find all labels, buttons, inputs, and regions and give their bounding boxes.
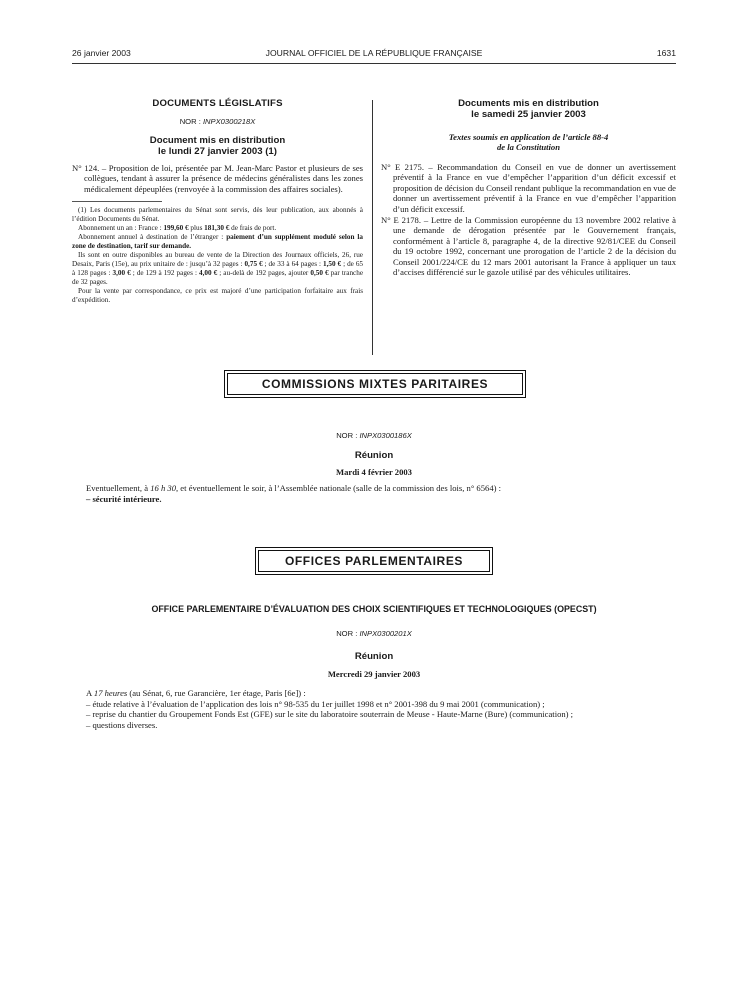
nor-line (72, 117, 363, 127)
fn-text: Abonnement un an : France : (78, 224, 164, 233)
distribution-heading-right-line1: Documents mis en distribution (458, 98, 599, 109)
agenda-text: A (86, 688, 94, 699)
issue-date: 26 janvier 2003 (72, 48, 131, 58)
agenda-item: – questions diverses. (86, 719, 158, 730)
meeting-heading: Réunion (354, 450, 394, 461)
entry-number: N° 124. (72, 163, 100, 173)
e-document-entry (381, 215, 676, 277)
document-entry (72, 163, 363, 194)
fn-price: 199,60 € (163, 224, 189, 233)
fn-price: 0,50 € (310, 269, 329, 278)
entry-text: – Recommandation du Conseil en vue de donner un avertissement préventif à la France en vue d’empêcher l’apparition d’un déficit excessif et proposition de décision du Conseil rendant publique la recommandation en vue de donner un avertissement préventif à la France en vue d’empêcher l’apparition d’un déficit excessif. (393, 162, 676, 214)
nor-label: NOR : (336, 431, 358, 440)
column-divider (372, 100, 373, 355)
article-heading-line2: de la Constitution (496, 142, 561, 152)
fn-price: 181,30 € (204, 224, 230, 233)
running-header (72, 48, 676, 62)
agenda-item: – étude relative à l’évaluation de l’application des lois n° 98-535 du 1er juillet 1998 et n° 2001-398 du 9 mai 2001 (communication) ; (86, 698, 545, 709)
fn-bold-text: paiement d’un supplément modulé selon la zone de destination, tarif sur demande. (72, 233, 363, 251)
entry-number: N° E 2175. (381, 162, 425, 172)
agenda-item: – sécurité intérieure. (86, 493, 162, 504)
agenda-time: 16 h 30 (150, 483, 176, 494)
fn-text: ; de 33 à 64 pages : (262, 260, 324, 269)
header-rule (72, 63, 676, 64)
footnote-p5: Pour la vente par correspondance, ce prix est majoré d’une participation forfaitaire aux frais d’expédition. (72, 287, 363, 305)
nor-line (72, 629, 676, 639)
nor-code: INPX0300218X (202, 117, 256, 126)
footnote-p1: (1) Les documents parlementaires du Sénat sont servis, dès leur publication, aux abonnés à l’édition Documents du Sénat. (72, 206, 363, 224)
nor-code: INPX0300186X (359, 431, 412, 440)
meeting-date: Mercredi 29 janvier 2003 (327, 669, 421, 679)
fn-text: de frais de port. (229, 224, 277, 233)
distribution-heading-line1: Document mis en distribution (149, 135, 286, 146)
offices-agenda (72, 688, 676, 730)
box-title-commissions-mixtes-paritaires: COMMISSIONS MIXTES PARITAIRES (227, 373, 523, 395)
fn-text: Abonnement annuel à destination de l’étranger : (78, 233, 227, 242)
nor-line (72, 431, 676, 441)
footnote-rule (72, 201, 162, 202)
fn-text: ; au-delà de 192 pages, ajouter (217, 269, 311, 278)
fn-text: ; de 129 à 192 pages : (130, 269, 199, 278)
entry-text: – Proposition de loi, présentée par M. Jean-Marc Pastor et plusieurs de ses collègues, tendant à assurer la présence de médecins généralistes dans les zones médicalement dépeuplées (renvoyée à la commission des affaires sociales). (84, 163, 363, 194)
fn-text: par tranche de 32 pages. (72, 269, 364, 287)
cmp-section (72, 431, 676, 504)
offices-section (72, 604, 676, 730)
distribution-heading-right-line2: le samedi 25 janvier 2003 (471, 109, 586, 120)
footnote-p3 (72, 233, 363, 251)
footnote (72, 206, 363, 305)
nor-code: INPX0300201X (359, 629, 412, 638)
distribution-heading (72, 135, 363, 157)
article-88-4-heading (381, 132, 676, 152)
agenda-item: – reprise du chantier du Groupement Fonds Est (GFE) sur le site du laboratoire souterrain de Meuse - Haute-Marne (Bure) (communication) ; (86, 709, 574, 720)
right-column (381, 96, 676, 277)
fn-price: 4,00 € (199, 269, 218, 278)
entry-number: N° E 2178. (381, 215, 421, 226)
distribution-heading-line2: le lundi 27 janvier 2003 (1) (158, 146, 277, 157)
nor-label: NOR : (179, 117, 201, 126)
fn-price: 3,00 € (112, 269, 131, 278)
fn-text: Ils sont en outre disponibles au bureau de vente de la Direction des Journaux officiels, 26, rue Desaix, Paris (15e), au prix unitaire de : jusqu’à 32 pages : (72, 251, 363, 269)
agenda-intro (86, 483, 676, 493)
distribution-heading-right (381, 98, 676, 120)
entry-text: – Lettre de la Commission européenne du 13 novembre 2002 relative à une demande de dérogation présentée par le Gouvernement français, conformément à l’article 8, paragraphe 4, de la directive 92/81/CEE du Conseil du 19 octobre 1992, concernant une prorogation de l’article 2 de la décision du Conseil 2001/224/CE du 12 mars 2001 autorisant la France à appliquer un taux d’accises différencié sur le gazole utilisé par des véhicules utilitaires. (393, 215, 676, 278)
nor-label: NOR : (336, 629, 358, 638)
article-heading-line1: Textes soumis en application de l’article 88-4 (448, 132, 609, 142)
left-column (72, 96, 363, 305)
cmp-agenda (72, 483, 676, 504)
e-document-entry (381, 162, 676, 214)
agenda-text: Eventuellement, à (86, 483, 151, 494)
fn-price: 1,50 € (323, 260, 342, 269)
agenda-text: , et éventuellement le soir, à l’Assemblée nationale (salle de la commission des lois, n° 6564) : (175, 483, 502, 494)
meeting-heading: Réunion (354, 651, 394, 662)
section-title-documents-legislatifs: DOCUMENTS LÉGISLATIFS (152, 98, 283, 109)
fn-text: plus (188, 224, 205, 233)
fn-price: 0,75 € (244, 260, 263, 269)
fn-text: ; de 65 à 128 pages : (72, 260, 364, 278)
agenda-text: (au Sénat, 6, rue Garancière, 1er étage, Paris [6e]) : (127, 688, 306, 699)
journal-title: JOURNAL OFFICIEL DE LA RÉPUBLIQUE FRANÇAISE (265, 48, 483, 58)
box-title-offices-parlementaires: OFFICES PARLEMENTAIRES (258, 550, 490, 572)
page-number: 1631 (656, 48, 676, 58)
office-title: OFFICE PARLEMENTAIRE D’ÉVALUATION DES CHOIX SCIENTIFIQUES ET TECHNOLOGIQUES (OPECST) (151, 604, 597, 614)
agenda-intro (86, 688, 676, 698)
footnote-p4 (72, 251, 363, 287)
footnote-p2 (72, 224, 363, 233)
agenda-time: 17 heures (93, 688, 128, 699)
meeting-date: Mardi 4 février 2003 (336, 467, 412, 477)
